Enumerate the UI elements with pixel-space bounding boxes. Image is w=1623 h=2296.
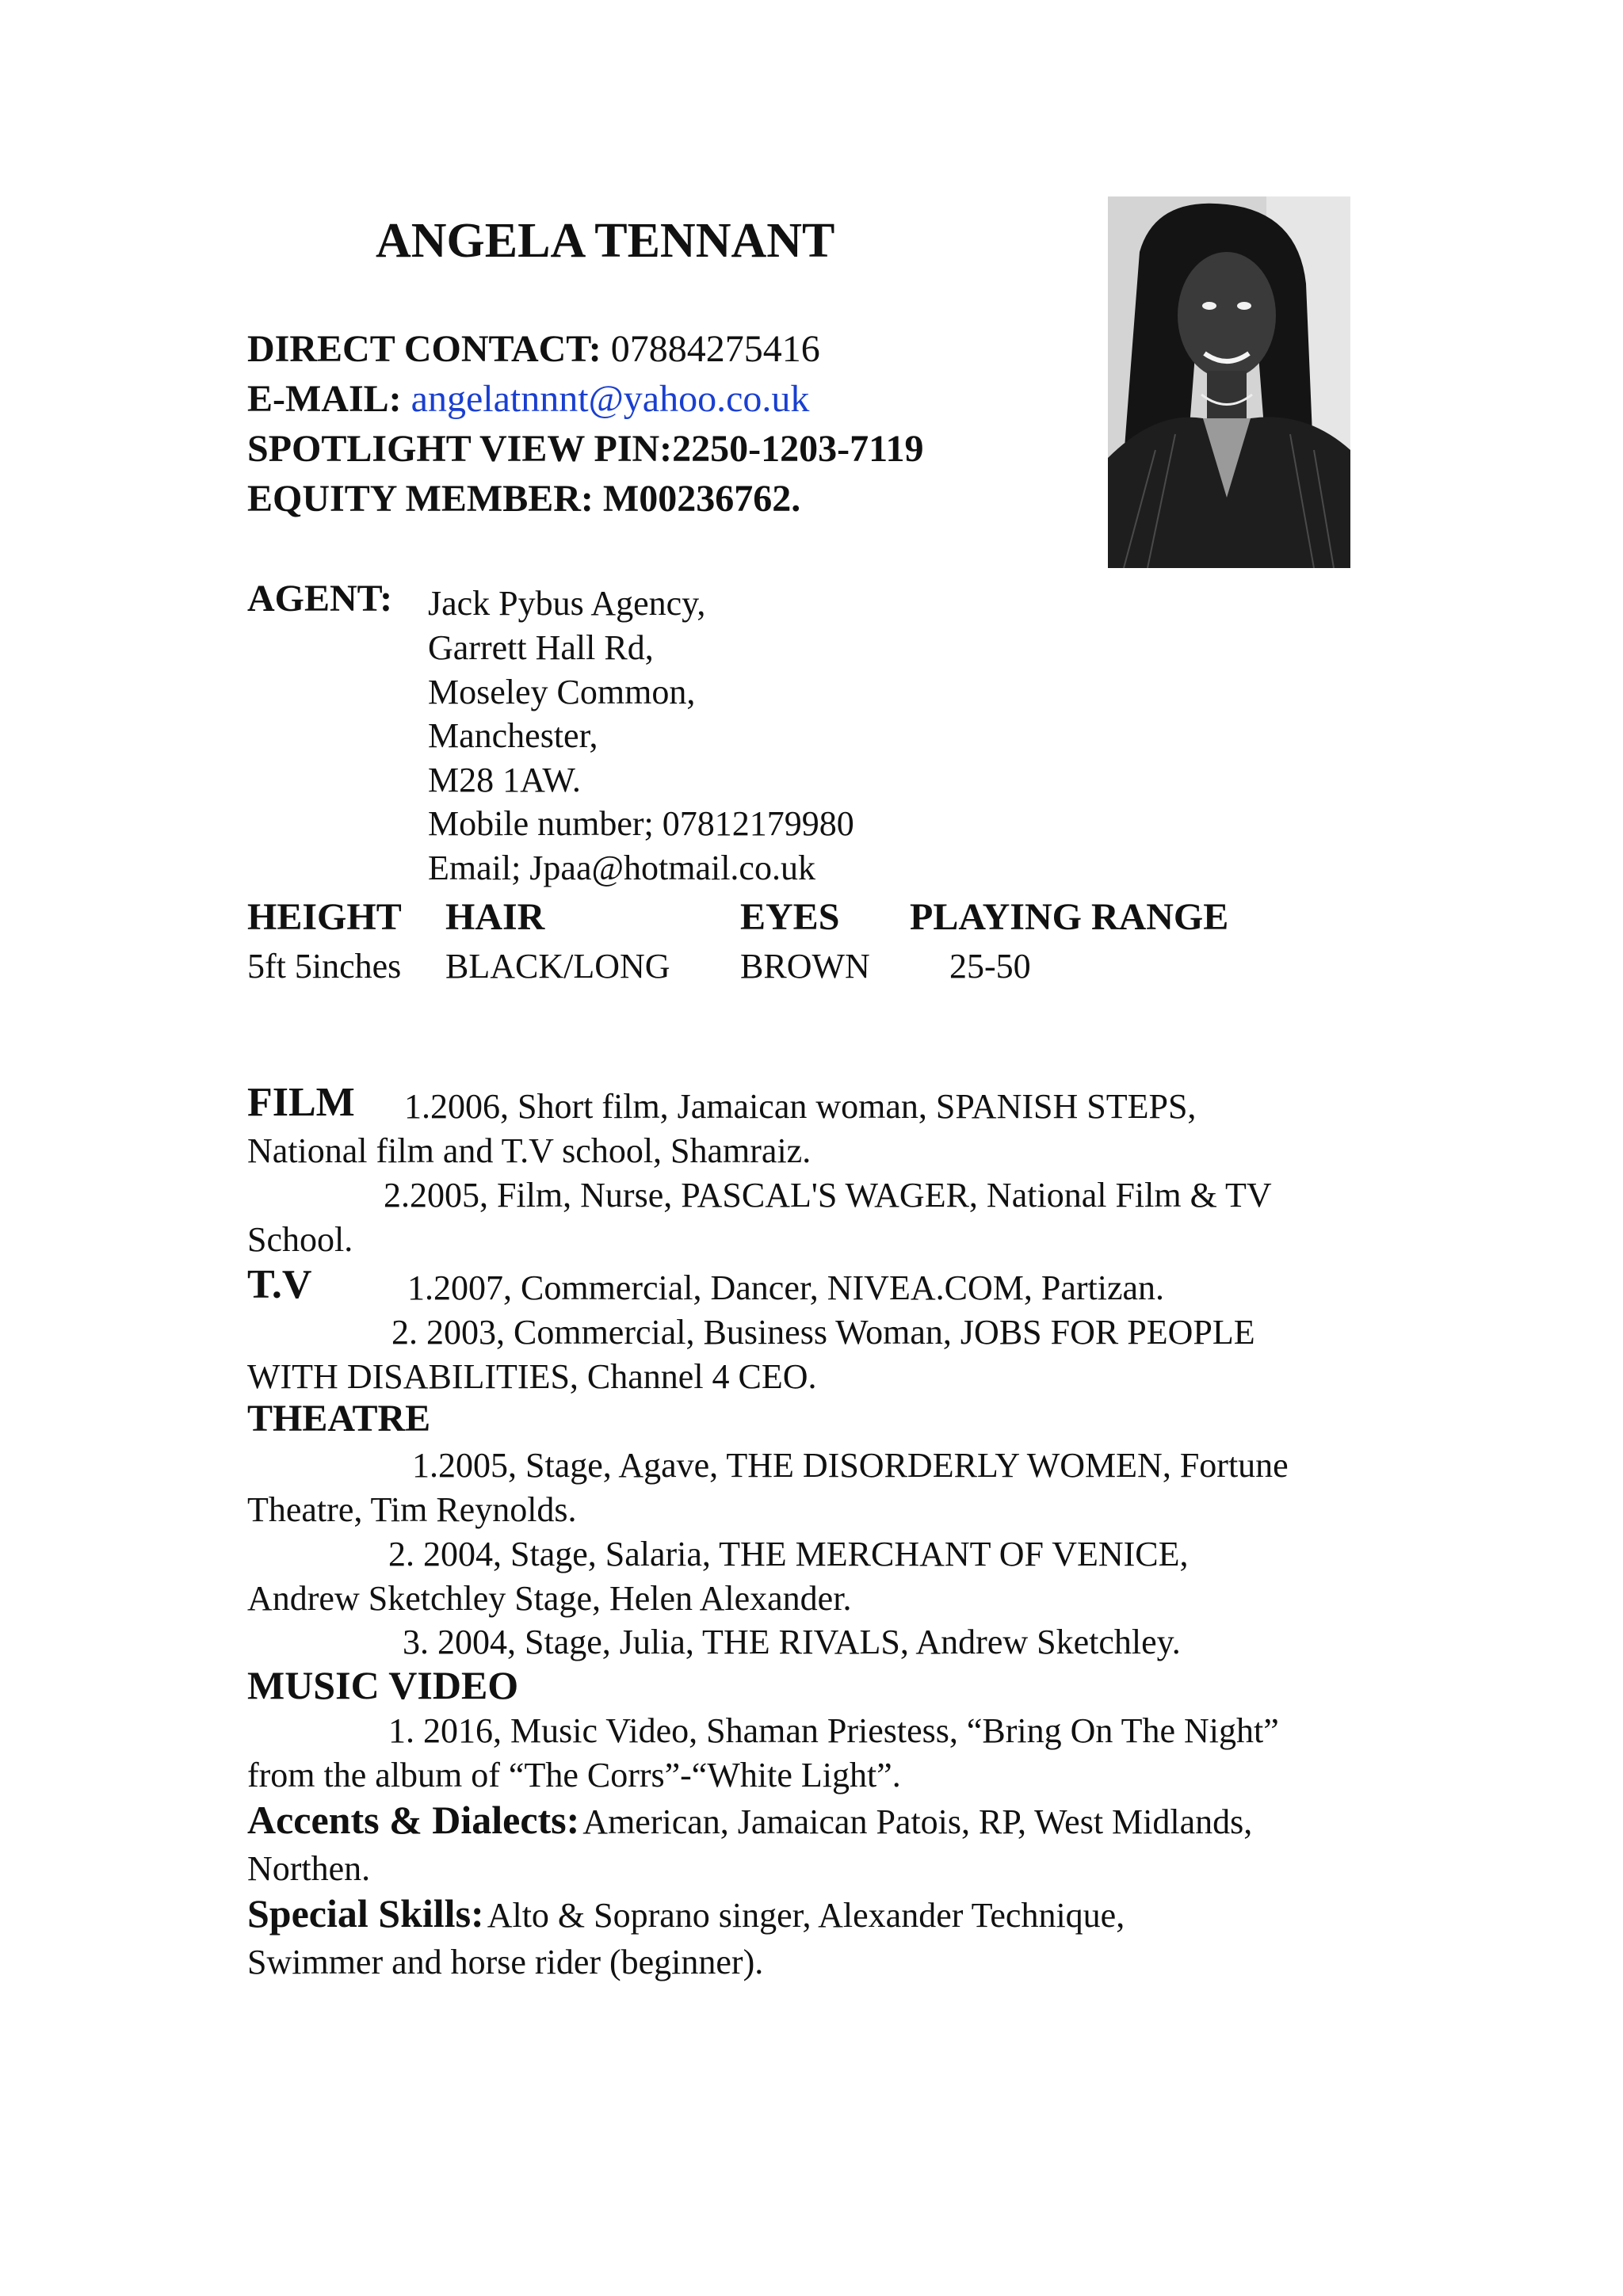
music-video-line: 1. 2016, Music Video, Shaman Priestess, “Bring On The Night” [388, 1711, 1279, 1750]
agent-line: Manchester, [428, 716, 598, 755]
direct-contact-line [247, 327, 820, 371]
email-line [247, 377, 809, 421]
accents-value: American, Jamaican Patois, RP, West Midlands, [582, 1802, 1253, 1841]
theatre-line: 3. 2004, Stage, Julia, THE RIVALS, Andrew Sketchley. [403, 1623, 1181, 1661]
stats-header-hair: HAIR [445, 896, 545, 938]
accents-line [247, 1797, 1252, 1843]
agent-line: Garrett Hall Rd, [428, 628, 654, 667]
stats-header-eyes: EYES [740, 896, 840, 938]
film-line: 2.2005, Film, Nurse, PASCAL'S WAGER, National Film & TV [384, 1176, 1272, 1215]
stats-header-height: HEIGHT [247, 896, 402, 938]
skills-line-2: Swimmer and horse rider (beginner). [247, 1943, 764, 1981]
agent-line: M28 1AW. [428, 761, 581, 799]
stats-header-playing-range: PLAYING RANGE [910, 896, 1229, 938]
film-line: 1.2006, Short film, Jamaican woman, SPANISH STEPS, [404, 1087, 1197, 1126]
film-line: School. [247, 1220, 353, 1259]
stats-value-playing-range: 25-50 [949, 947, 1031, 986]
direct-contact-value: 07884275416 [610, 328, 820, 370]
email-link[interactable]: angelatnnnt@yahoo.co.uk [411, 378, 810, 420]
agent-label: AGENT: [247, 578, 393, 620]
accents-label: Accents & Dialects: [247, 1798, 580, 1842]
skills-value: Alto & Soprano singer, Alexander Technique, [487, 1896, 1125, 1935]
tv-label: T.V [247, 1262, 312, 1307]
direct-contact-label: DIRECT CONTACT: [247, 328, 601, 370]
stats-value-hair: BLACK/LONG [445, 947, 670, 986]
equity-member: EQUITY MEMBER: M00236762. [247, 478, 801, 520]
agent-line: Mobile number; 07812179980 [428, 804, 854, 843]
film-label: FILM [247, 1080, 355, 1125]
spotlight-pin: SPOTLIGHT VIEW PIN:2250-1203-7119 [247, 428, 924, 470]
tv-line: 2. 2003, Commercial, Business Woman, JOBS FOR PEOPLE [391, 1313, 1255, 1352]
stats-value-eyes: BROWN [740, 947, 870, 986]
film-line: National film and T.V school, Shamraiz. [247, 1131, 812, 1170]
agent-line: Jack Pybus Agency, [428, 584, 706, 623]
agent-line: Moseley Common, [428, 673, 696, 711]
tv-line: 1.2007, Commercial, Dancer, NIVEA.COM, Partizan. [407, 1268, 1165, 1307]
headshot-photo [1108, 196, 1350, 568]
page-title: ANGELA TENNANT [376, 214, 835, 268]
theatre-label: THEATRE [247, 1398, 431, 1440]
music-video-label: MUSIC VIDEO [247, 1663, 519, 1707]
stats-value-height: 5ft 5inches [247, 947, 402, 986]
skills-line [247, 1890, 1125, 1936]
tv-line: WITH DISABILITIES, Channel 4 CEO. [247, 1357, 817, 1396]
theatre-line: Theatre, Tim Reynolds. [247, 1490, 577, 1529]
music-video-line: from the album of “The Corrs”-“White Light”. [247, 1756, 901, 1794]
accents-line-2: Northen. [247, 1849, 371, 1888]
skills-label: Special Skills: [247, 1891, 484, 1936]
theatre-line: 1.2005, Stage, Agave, THE DISORDERLY WOMEN, Fortune [412, 1446, 1289, 1485]
theatre-line: 2. 2004, Stage, Salaria, THE MERCHANT OF VENICE, [388, 1535, 1189, 1573]
headshot-illustration [1108, 196, 1350, 568]
email-label: E-MAIL: [247, 378, 402, 420]
theatre-line: Andrew Sketchley Stage, Helen Alexander. [247, 1579, 852, 1618]
agent-line: Email; Jpaa@hotmail.co.uk [428, 849, 815, 887]
